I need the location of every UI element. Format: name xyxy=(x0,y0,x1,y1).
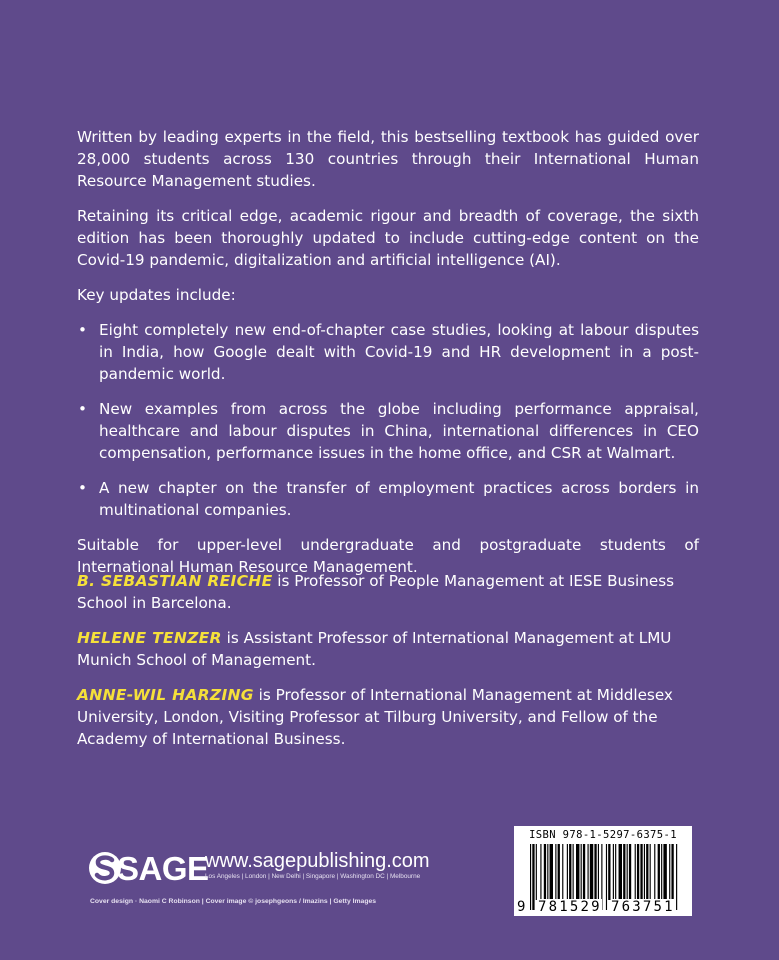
author-bio-text: is Assistant Professor of International Management at LMU Munich School of Management. xyxy=(77,629,672,669)
barcode-digit-prefix: 9 xyxy=(517,899,526,915)
barcode-bar xyxy=(635,844,636,900)
barcode-bar xyxy=(606,844,607,910)
barcode-bar xyxy=(671,844,673,900)
author-bio xyxy=(77,627,699,671)
barcode-bar xyxy=(615,844,616,900)
description-block xyxy=(77,126,699,591)
list-item xyxy=(77,319,699,385)
barcode-bar xyxy=(555,844,556,900)
barcode-bar xyxy=(583,844,585,900)
barcode-bar xyxy=(581,844,582,900)
isbn-text: ISBN 978-1-5297-6375-1 xyxy=(529,829,677,841)
barcode-digits-left: 781529 xyxy=(538,899,602,915)
barcode-bar xyxy=(629,844,631,900)
barcode-bar xyxy=(669,844,670,900)
publisher-cities: Los Angeles | London | New Delhi | Singapore | Washington DC | Melbourne xyxy=(205,873,421,880)
description-paragraph-1: Written by leading experts in the field, this bestselling textbook has guided over 28,000 students across 130 countries through their International Human Resource Management studies. xyxy=(77,128,699,190)
description-paragraph-2: Retaining its critical edge, academic rigour and breadth of coverage, the sixth edition has been thoroughly updated to include cutting-edge content on the Covid-19 pandemic, digitalization and artificial intelligence (AI). xyxy=(77,207,699,269)
author-name: B. SEBASTIAN REICHE xyxy=(77,572,273,590)
barcode-bar xyxy=(644,844,645,900)
cover-credits: Cover design · Naomi C Robinson | Cover image © josephgeons / Imazins | Getty Images xyxy=(90,898,377,905)
barcode-bar xyxy=(550,844,553,900)
author-bio-text: is Professor of International Management at Middlesex University, London, Visiting Professor at Tilburg University, and Fellow of the Academy of International Business. xyxy=(77,686,673,748)
barcode-bar xyxy=(646,844,648,900)
barcode-bar xyxy=(619,844,622,900)
author-name: ANNE-WIL HARZING xyxy=(77,686,254,704)
author-bio xyxy=(77,570,699,614)
barcode-bar xyxy=(608,844,610,900)
barcode-bar xyxy=(661,844,662,900)
barcode-bar xyxy=(562,844,563,900)
barcode-bar xyxy=(588,844,589,900)
barcode-bar xyxy=(540,844,541,900)
barcode-digits-right: 763751 xyxy=(611,899,675,915)
barcode-bar xyxy=(532,844,534,910)
barcode-bar xyxy=(650,844,651,900)
barcode-bar xyxy=(594,844,596,900)
list-item-text: A new chapter on the transfer of employment practices across borders in multinational companies. xyxy=(99,479,699,519)
barcode-bar xyxy=(613,844,614,900)
barcode-bar xyxy=(576,844,579,900)
publisher-url[interactable]: www.sagepublishing.com xyxy=(205,850,430,872)
barcode-bar xyxy=(676,844,677,910)
barcode-bar xyxy=(547,844,548,900)
barcode-bar xyxy=(536,844,537,900)
bullet-icon: • xyxy=(78,321,87,339)
list-item-text: Eight completely new end-of-chapter case studies, looking at labour disputes in India, how Google dealt with Covid-19 and HR development in a post-pandemic world. xyxy=(99,321,699,383)
key-updates-intro: Key updates include: xyxy=(77,286,236,304)
barcode-bar xyxy=(590,844,593,900)
barcode-bar xyxy=(530,844,531,910)
bullet-icon: • xyxy=(78,400,87,418)
author-name: HELENE TENZER xyxy=(77,629,222,647)
barcode-bar xyxy=(654,844,655,900)
barcode-bar xyxy=(663,844,666,900)
author-bio xyxy=(77,684,699,750)
list-item xyxy=(77,398,699,464)
barcode-bar xyxy=(623,844,625,900)
audience-paragraph: Suitable for upper-level undergraduate and postgraduate students of International Human Resource Management. xyxy=(77,536,699,576)
barcode-bar xyxy=(569,844,571,900)
bullet-icon: • xyxy=(78,479,87,497)
barcode-bar xyxy=(627,844,628,900)
barcode-bar xyxy=(573,844,574,900)
barcode-bar xyxy=(544,844,546,900)
list-item xyxy=(77,477,699,521)
list-item-text: New examples from across the globe including performance appraisal, healthcare and labour disputes in China, international differences in CEO compensation, performance issues in the home office, and CSR at Walmart. xyxy=(99,400,699,462)
key-updates-list xyxy=(77,319,699,521)
barcode-bar xyxy=(658,844,660,900)
isbn-barcode xyxy=(514,826,692,916)
barcode-bar xyxy=(640,844,642,900)
author-bio-text: is Professor of People Management at IESE Business School in Barcelona. xyxy=(77,572,675,612)
barcode-bar xyxy=(598,844,599,900)
barcode-bar xyxy=(558,844,560,900)
author-bios xyxy=(77,570,699,763)
barcode-bar xyxy=(637,844,639,900)
barcode-bar xyxy=(567,844,568,900)
sage-logo-text: SAGE xyxy=(117,850,209,887)
